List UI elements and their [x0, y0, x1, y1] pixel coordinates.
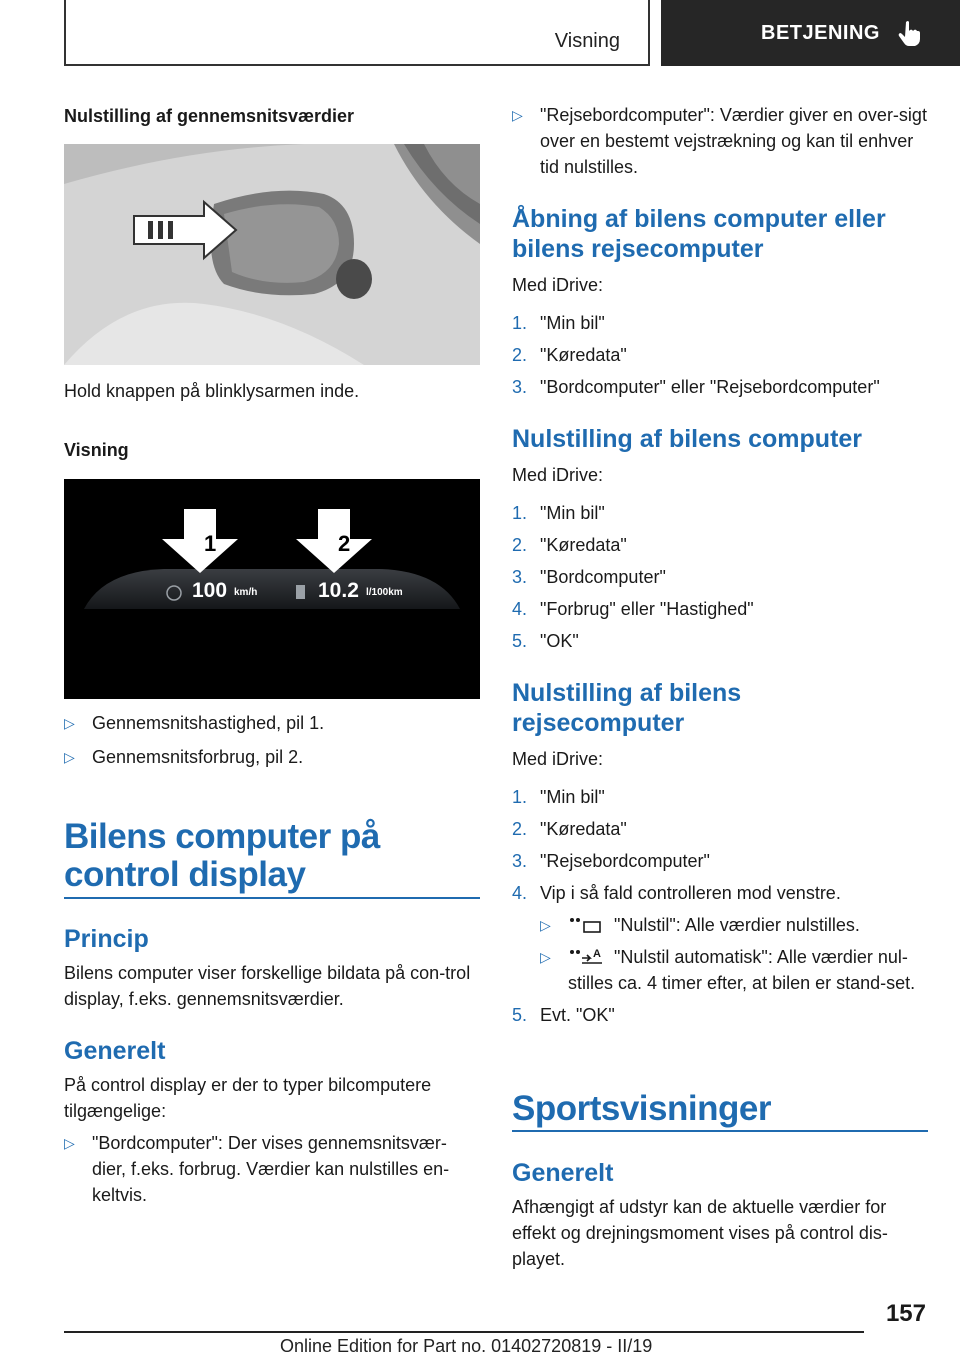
list-item: ▷ A "Nulstil automatisk": Alle værdier nul-stilles ca. 4 timer efter, at bilen er stand-set.	[540, 944, 928, 996]
sports-text: Afhængigt af udstyr kan de aktuelle værdier for effekt og drejningsmoment vises på control dis-playet.	[512, 1197, 888, 1269]
arrow-2-label: 2	[338, 531, 351, 556]
idrive-label: Med iDrive:	[512, 749, 604, 769]
list-item: ▷ "Nulstil": Alle værdier nulstilles.	[540, 912, 928, 938]
open-computer-heading: Åbning af bilens computer eller bilens rejsecomputer	[512, 205, 886, 263]
visning-bullets	[64, 710, 480, 770]
dashboard-graphic	[64, 479, 480, 699]
list-item: 1. "Min bil"	[512, 313, 605, 333]
triangle-bullet-icon: ▷	[64, 749, 75, 765]
list-item: ▷ Gennemsnitsforbrug, pil 2.	[64, 744, 480, 770]
speed-value: 100	[192, 579, 228, 602]
list-item: ▷ "Bordcomputer": Der vises gennemsnitsvær-dier, f.eks. forbrug. Værdier kan nulstilles en-keltvis.	[64, 1130, 480, 1208]
speed-unit: km/h	[234, 587, 258, 598]
list-item: 5. Evt. "OK"	[512, 1005, 615, 1025]
triangle-bullet-icon: ▷	[64, 715, 75, 731]
reset-icon	[568, 914, 608, 934]
reset-trip-heading: Nulstilling af bilens rejsecomputer	[512, 679, 742, 737]
hand-pointer-icon	[898, 20, 920, 46]
open-steps	[512, 310, 928, 400]
visning-title: Visning	[64, 440, 129, 460]
auto-reset-icon	[568, 946, 608, 966]
header-chapter-label: BETJENING	[761, 21, 880, 44]
edition-text: Online Edition for Part no. 01402720819 - II/19	[280, 1336, 653, 1356]
generelt-heading: Generelt	[64, 1037, 166, 1065]
list-item: ▷ "Rejsebordcomputer": Værdier giver en over-sigt over en bestemt vejstrækning og kan til enhver tid nulstilles.	[512, 102, 928, 180]
stalk-illustration	[64, 144, 480, 365]
reset-computer-heading: Nulstilling af bilens computer	[512, 425, 863, 453]
reset-caption: Hold knappen på blinklysarmen inde.	[64, 381, 360, 401]
princip-heading: Princip	[64, 925, 149, 953]
triangle-bullet-icon: ▷	[540, 949, 551, 965]
dashboard-display	[64, 479, 480, 699]
triangle-bullet-icon: ▷	[540, 917, 551, 933]
generelt-text: På control display er der to typer bilcomputere tilgængelige:	[64, 1075, 432, 1121]
idrive-label: Med iDrive:	[512, 465, 604, 485]
idrive-label: Med iDrive:	[512, 275, 604, 295]
list-item: 2. "Køredata"	[512, 535, 627, 555]
heading-rule	[64, 897, 480, 899]
triangle-bullet-icon: ▷	[64, 1135, 75, 1151]
trip-steps	[512, 784, 928, 1028]
list-item: 1. "Min bil"	[512, 787, 605, 807]
svg-text:A: A	[593, 948, 601, 960]
list-item: 3. "Bordcomputer"	[512, 567, 666, 587]
triangle-bullet-icon: ▷	[512, 107, 523, 123]
list-item: 2. "Køredata"	[512, 345, 627, 365]
list-item: 5. "OK"	[512, 631, 579, 651]
consumption-value: 10.2	[318, 579, 359, 602]
page-number: 157	[885, 1300, 926, 1327]
list-item: 4. Vip i så fald controlleren mod venstre.	[512, 883, 841, 903]
list-item: 4. "Forbrug" eller "Hastighed"	[512, 599, 754, 619]
consumption-unit: l/100km	[366, 587, 403, 598]
sports-heading: Sportsvisninger	[512, 1089, 771, 1128]
reset-steps	[512, 500, 928, 654]
list-item: 3. "Rejsebordcomputer"	[512, 851, 710, 871]
list-item: 1. "Min bil"	[512, 503, 605, 523]
list-item: 2. "Køredata"	[512, 819, 627, 839]
list-item: ▷ Gennemsnitshastighed, pil 1.	[64, 710, 480, 736]
heading-rule	[512, 1130, 928, 1132]
section-heading: Bilens computer på control display	[64, 817, 380, 894]
princip-text: Bilens computer viser forskellige bildata på con-trol display, f.eks. gennemsnitsværdier.	[64, 963, 471, 1009]
stalk-button-photo	[64, 144, 480, 365]
header-section: Visning	[554, 30, 620, 52]
header-tab	[64, 0, 650, 66]
footer-rule	[64, 1331, 864, 1333]
list-item: 3. "Bordcomputer" eller "Rejsebordcomputer"	[512, 377, 880, 397]
header-chapter	[661, 0, 960, 66]
reset-averages-title: Nulstilling af gennemsnitsværdier	[64, 106, 355, 126]
sports-generelt-heading: Generelt	[512, 1159, 614, 1187]
arrow-1-label: 1	[204, 531, 217, 556]
